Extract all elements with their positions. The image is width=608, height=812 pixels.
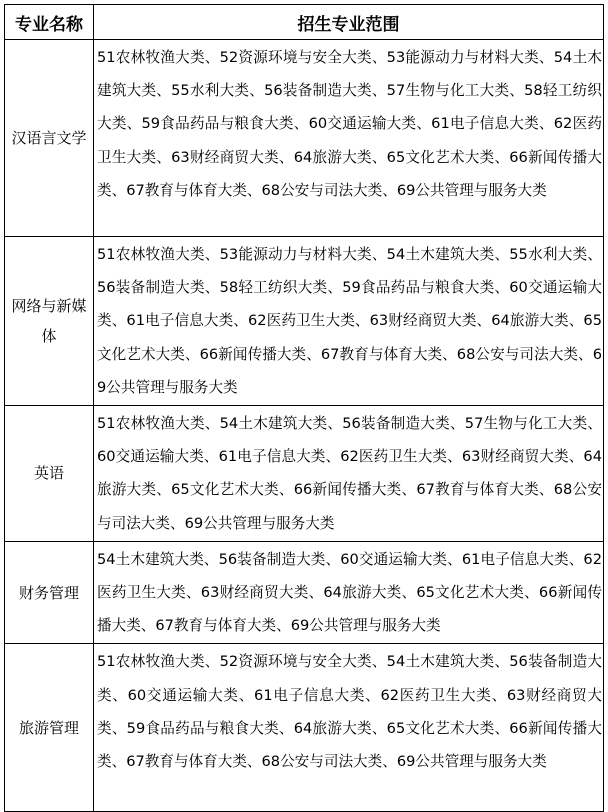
- enrollment-range-cell: 54土木建筑大类、56装备制造大类、60交通运输大类、61电子信息大类、62医药卫生大类、63财经商贸大类、64旅游大类、65文化艺术大类、66新闻传播大类、67教育与体育大类、69公共管理与服务大类: [94, 541, 604, 644]
- table-row: [5, 406, 604, 542]
- table-row: [5, 237, 604, 406]
- major-name-cell: 网络与新媒体: [5, 237, 94, 406]
- enrollment-table: [4, 4, 604, 812]
- major-name-cell: 汉语言文学: [5, 40, 94, 237]
- table-row: [5, 541, 604, 644]
- table-row: [5, 644, 604, 812]
- major-name-cell: 英语: [5, 406, 94, 542]
- enrollment-range-cell: 51农林牧渔大类、52资源环境与安全大类、54土木建筑大类、56装备制造大类、60交通运输大类、61电子信息大类、62医药卫生大类、63财经商贸大类、59食品药品与粮食大类、64旅游大类、65文化艺术大类、66新闻传播大类、67教育与体育大类、68公安与司法大类、69公共管理与服务大类: [94, 644, 604, 812]
- enrollment-range-cell: 51农林牧渔大类、52资源环境与安全大类、53能源动力与材料大类、54土木建筑大类、55水利大类、56装备制造大类、57生物与化工大类、58轻工纺织大类、59食品药品与粮食大类、60交通运输大类、61电子信息大类、62医药卫生大类、63财经商贸大类、64旅游大类、65文化艺术大类、66新闻传播大类、67教育与体育大类、68公安与司法大类、69公共管理与服务大类: [94, 40, 604, 237]
- enrollment-range-cell: 51农林牧渔大类、54土木建筑大类、56装备制造大类、57生物与化工大类、60交通运输大类、61电子信息大类、62医药卫生大类、63财经商贸大类、64旅游大类、65文化艺术大类、66新闻传播大类、67教育与体育大类、68公安与司法大类、69公共管理与服务大类: [94, 406, 604, 542]
- enrollment-range-cell: 51农林牧渔大类、53能源动力与材料大类、54土木建筑大类、55水利大类、56装备制造大类、58轻工纺织大类、59食品药品与粮食大类、60交通运输大类、61电子信息大类、62医药卫生大类、63财经商贸大类、64旅游大类、65文化艺术大类、66新闻传播大类、67教育与体育大类、68公安与司法大类、69公共管理与服务大类: [94, 237, 604, 406]
- header-row: [5, 5, 604, 40]
- major-name-header: 专业名称: [5, 5, 94, 40]
- major-name-cell: 财务管理: [5, 541, 94, 644]
- table-row: [5, 40, 604, 237]
- major-name-cell: 旅游管理: [5, 644, 94, 812]
- enrollment-range-header: 招生专业范围: [94, 5, 604, 40]
